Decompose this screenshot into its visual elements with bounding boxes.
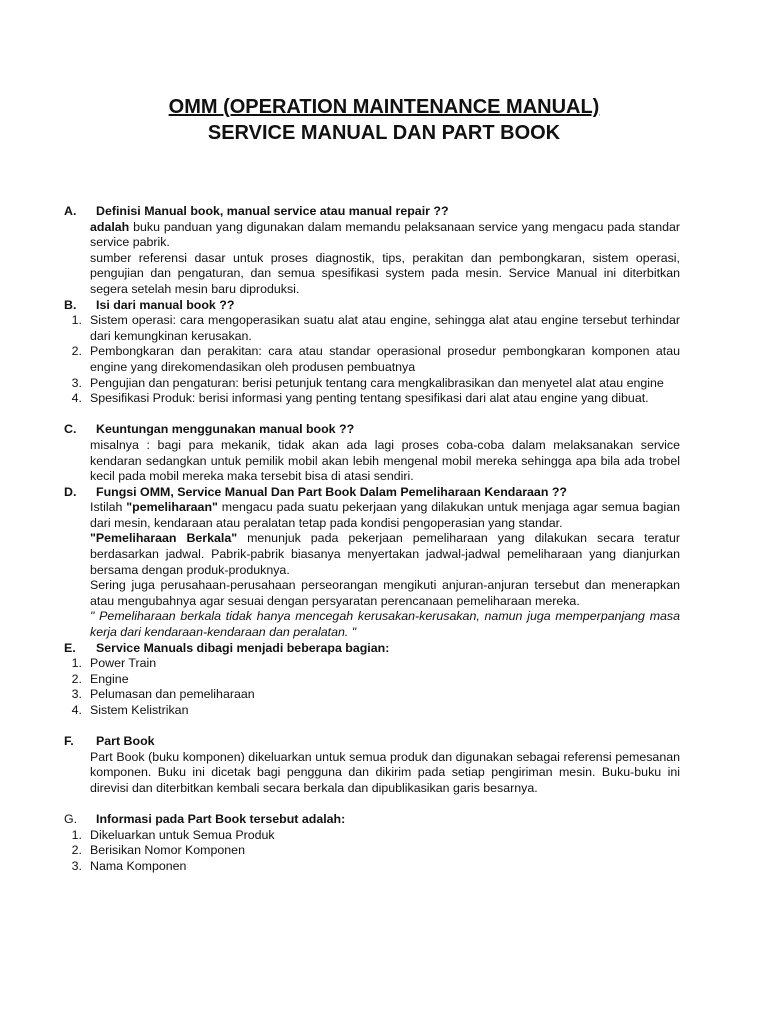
section-e-heading — [64, 641, 680, 657]
section-a-paragraph-1 — [64, 220, 680, 251]
list-item — [64, 344, 680, 375]
section-b-list — [64, 313, 680, 407]
title-line-2: SERVICE MANUAL DAN PART BOOK — [207, 122, 561, 144]
list-text: Sistem operasi: cara mengoperasikan suatu alat atau engine, sehingga alat atau engine tersebut terhindar dari kemungkinan kerusakan. — [90, 313, 680, 343]
section-heading-text: Service Manuals dibagi menjadi beberapa bagian: — [96, 640, 390, 655]
section-f-paragraph: Part Book (buku komponen) dikeluarkan untuk semua produk dan digunakan sebagai referensi pemesanan komponen. Buku ini dicetak bagi pengguna dan dikirim pada setiap pengiriman mesin. Buku-buku ini direvisi dan diterbitkan kembali secara berkala dan dipublikasikan garis besarnya. — [90, 749, 680, 795]
section-e-list — [64, 656, 680, 718]
list-number: 1. — [71, 656, 82, 671]
list-number: 2. — [71, 843, 82, 858]
list-text: Spesifikasi Produk: berisi informasi yang penting tentang spesifikasi dari alat atau engine yang dibuat. — [90, 391, 649, 406]
spacer — [64, 719, 680, 735]
list-item — [64, 313, 680, 344]
section-heading-text: Informasi pada Part Book tersebut adalah: — [96, 812, 346, 827]
paragraph-text: menunjuk pada pekerjaan pemeliharaan yang dilakukan secara teratur berdasarkan jadwal. Pabrik-pabrik biasanya menyertakan jadwal-jadwal pemeliharaan yang dianjurkan bersama dengan produk-produknya. — [90, 531, 680, 577]
section-d-paragraph-2 — [64, 531, 680, 578]
list-number: 1. — [71, 827, 82, 842]
document-title — [88, 94, 680, 146]
document-body — [64, 204, 680, 875]
list-text: Sistem Kelistrikan — [90, 703, 189, 717]
section-d-heading — [64, 485, 680, 501]
list-number: 3. — [71, 858, 82, 873]
section-d-quote: " Pemeliharaan berkala tidak hanya mencegah kerusakan-kerusakan, namun juga memperpanjang masa kerja dari kendaraan-kendaraan dan peralatan. " — [90, 609, 680, 640]
list-item — [64, 656, 680, 672]
section-d-paragraph-1 — [64, 500, 680, 531]
list-text: Nama Komponen — [90, 858, 187, 873]
section-heading-text: Part Book — [96, 734, 155, 749]
list-number: 4. — [71, 703, 82, 717]
paragraph-text: buku panduan yang digunakan dalam memandu pelaksanaan service yang mengacu pada standar service pabrik. — [90, 219, 680, 250]
section-g-list — [64, 828, 680, 875]
list-item — [64, 687, 680, 703]
section-a-paragraph-2: sumber referensi dasar untuk proses diagnostik, tips, perakitan dan pembongkaran, sistem operasi, pengujian dan pengaturan, dan semua spesifikasi system pada mesin. Service Manual ini diterbitkan segera setelah mesin baru diproduksi. — [90, 250, 680, 296]
section-heading-text: Definisi Manual book, manual service atau manual repair ?? — [96, 204, 449, 218]
bold-term: "Pemeliharaan Berkala" — [90, 531, 238, 546]
section-d-paragraph-3: Sering juga perusahaan-perusahaan perseorangan mengikuti anjuran-anjuran tersebut dan menerapkan atau mengubahnya agar sesuai dengan persyaratan perencanaan pemeliharaan mereka. — [90, 578, 680, 608]
list-item — [64, 672, 680, 688]
section-heading-text: Fungsi OMM, Service Manual Dan Part Book Dalam Pemeliharaan Kendaraan ?? — [96, 484, 567, 499]
list-item — [64, 703, 680, 719]
section-a-heading — [64, 204, 680, 220]
list-number: 3. — [71, 687, 82, 702]
list-number: 2. — [71, 344, 82, 359]
list-number: 4. — [71, 391, 82, 406]
list-text: Pembongkaran dan perakitan: cara atau standar operasional prosedur pembongkaran komponen atau engine yang direkomendasikan oleh produsen pembuatnya — [90, 344, 680, 374]
spacer — [64, 407, 680, 423]
section-letter: D. — [64, 484, 77, 499]
list-text: Dikeluarkan untuk Semua Produk — [90, 827, 275, 842]
section-letter: B. — [64, 297, 77, 312]
list-item — [64, 828, 680, 844]
list-text: Pelumasan dan pemeliharaan — [90, 687, 255, 702]
list-text: Berisikan Nomor Komponen — [90, 843, 245, 858]
section-heading-text: Keuntungan menggunakan manual book ?? — [96, 422, 355, 437]
list-item — [64, 843, 680, 859]
bold-term: "pemeliharaan" — [126, 500, 218, 515]
section-g-heading — [64, 812, 680, 828]
list-text: Pengujian dan pengaturan: berisi petunjuk tentang cara mengkalibrasikan dan menyetel alat atau engine — [90, 375, 664, 390]
section-f-heading — [64, 734, 680, 750]
section-letter: F. — [64, 734, 74, 749]
section-c-heading — [64, 422, 680, 438]
section-letter: G. — [64, 812, 78, 827]
title-line-1: OMM (OPERATION MAINTENANCE MANUAL) — [168, 96, 600, 118]
list-item — [64, 391, 680, 407]
section-heading-text: Isi dari manual book ?? — [96, 297, 235, 312]
spacer — [64, 797, 680, 813]
section-letter: C. — [64, 422, 77, 437]
section-letter: E. — [64, 640, 76, 655]
list-number: 2. — [71, 671, 82, 686]
list-item — [64, 376, 680, 392]
paragraph-text: Istilah — [90, 500, 127, 515]
list-number: 3. — [71, 375, 82, 390]
section-b-heading — [64, 298, 680, 314]
section-c-paragraph: misalnya : bagi para mekanik, tidak akan ada lagi proses coba-coba dalam melaksanakan service kendaran sedangkan untuk pemilik mobil akan lebih mengenal mobil mereka sehingga apa bila ada trobel kecil pada mobil mereka maka tersebit bisa di atasi sendiri. — [90, 437, 680, 484]
list-item — [64, 859, 680, 875]
bold-term: adalah — [90, 219, 130, 234]
list-text: Power Train — [90, 656, 157, 671]
paragraph-text: mengacu pada suatu pekerjaan yang dilakukan untuk menjaga agar semua bagian dari mesin, kendaraan atau peralatan tetap pada kondisi pengoperasian yang standar. — [90, 500, 680, 530]
list-text: Engine — [90, 671, 129, 686]
list-number: 1. — [71, 313, 82, 328]
section-letter: A. — [64, 204, 77, 218]
